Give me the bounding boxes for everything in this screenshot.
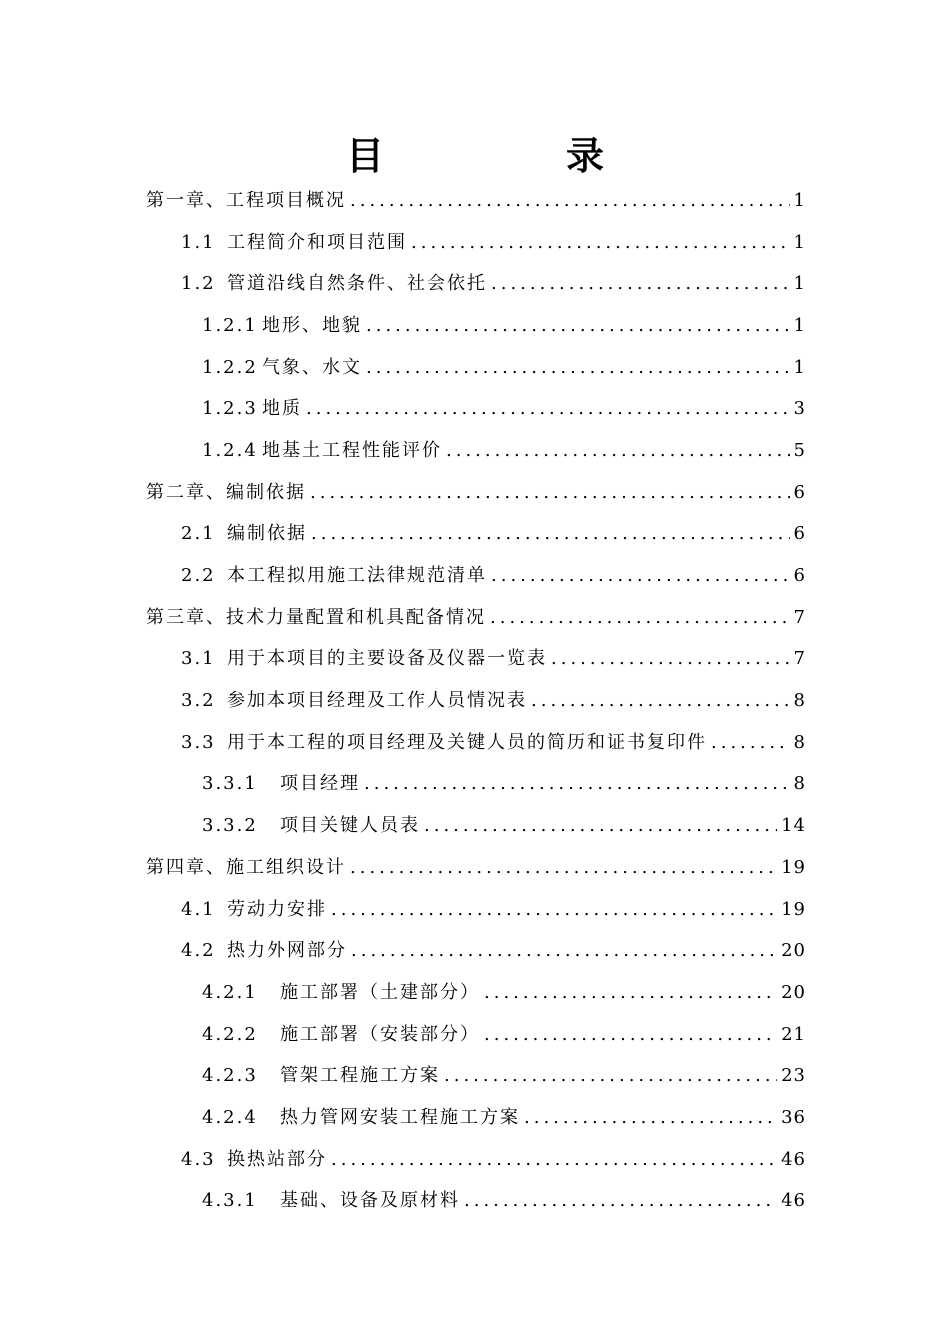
toc-entry-number: 3.2	[181, 690, 216, 712]
toc-entry[interactable]	[0, 722, 806, 764]
toc-entry-page-number: 1	[793, 314, 806, 336]
toc-entry-page-number: 20	[781, 940, 806, 962]
toc-entry-page-number: 36	[781, 1106, 806, 1128]
toc-dot-leader	[364, 772, 790, 796]
toc-entry[interactable]	[0, 1014, 806, 1056]
toc-entry-label: 热力外网部分	[227, 940, 347, 962]
toc-entry-label: 第三章、技术力量配置和机具配备情况	[146, 606, 486, 628]
toc-entry-number: 1.2.2	[202, 356, 258, 378]
toc-entry-label: 管道沿线自然条件、社会依托	[227, 273, 487, 295]
toc-entry-label: 热力管网安装工程施工方案	[280, 1106, 520, 1128]
toc-entry-label: 地基土工程性能评价	[262, 439, 442, 461]
toc-entry[interactable]	[0, 305, 806, 347]
toc-entry-page-number: 6	[793, 523, 806, 545]
toc-entry[interactable]	[0, 764, 806, 806]
toc-dot-leader	[491, 564, 790, 588]
toc-entry-number: 4.3.1	[202, 1190, 258, 1212]
toc-dot-leader	[491, 272, 790, 296]
toc-dot-leader	[711, 731, 790, 755]
toc-entry-label: 编制依据	[227, 523, 307, 545]
toc-entry[interactable]	[0, 1097, 806, 1139]
toc-entry-number: 1.2.1	[202, 314, 258, 336]
toc-entry-number: 3.1	[181, 648, 216, 670]
toc-entry-page-number: 5	[793, 439, 806, 461]
toc-dot-leader	[331, 898, 777, 922]
toc-entry-number: 3.3	[181, 731, 216, 753]
toc-entry-page-number: 23	[781, 1065, 806, 1087]
toc-list	[0, 180, 950, 1222]
toc-dot-leader	[411, 231, 790, 255]
toc-dot-leader	[366, 314, 790, 338]
toc-entry-page-number: 1	[793, 356, 806, 378]
toc-entry[interactable]	[0, 1055, 806, 1097]
toc-entry-page-number: 1	[793, 231, 806, 253]
toc-entry-label: 气象、水文	[262, 356, 362, 378]
toc-entry-page-number: 3	[793, 398, 806, 420]
toc-entry-page-number: 46	[781, 1190, 806, 1212]
toc-entry-label: 第二章、编制依据	[146, 481, 306, 503]
toc-dot-leader	[350, 856, 777, 880]
toc-dot-leader	[424, 814, 777, 838]
toc-entry-page-number: 8	[793, 773, 806, 795]
toc-entry-label: 项目经理	[280, 773, 360, 795]
toc-entry-label: 第四章、施工组织设计	[146, 856, 346, 878]
toc-entry[interactable]	[0, 639, 806, 681]
toc-dot-leader	[444, 1064, 777, 1088]
toc-entry[interactable]	[0, 597, 806, 639]
toc-entry-label: 施工部署（安装部分）	[280, 1023, 480, 1045]
toc-entry[interactable]	[0, 430, 806, 472]
toc-entry[interactable]	[0, 472, 806, 514]
toc-entry-number: 3.3.1	[202, 773, 258, 795]
toc-dot-leader	[310, 481, 790, 505]
toc-entry-page-number: 14	[781, 815, 806, 837]
toc-entry-number: 2.2	[181, 565, 216, 587]
toc-entry-page-number: 7	[793, 606, 806, 628]
toc-dot-leader	[446, 439, 790, 463]
toc-entry-page-number: 6	[793, 481, 806, 503]
toc-entry[interactable]	[0, 388, 806, 430]
toc-entry-label: 项目关键人员表	[280, 815, 420, 837]
toc-dot-leader	[490, 606, 790, 630]
toc-entry[interactable]	[0, 555, 806, 597]
toc-entry[interactable]	[0, 930, 806, 972]
toc-entry[interactable]	[0, 222, 806, 264]
toc-entry-number: 1.2.4	[202, 439, 258, 461]
toc-entry-page-number: 19	[781, 898, 806, 920]
toc-dot-leader	[484, 1023, 777, 1047]
toc-entry-page-number: 7	[793, 648, 806, 670]
toc-entry-number: 4.2.4	[202, 1106, 258, 1128]
toc-dot-leader	[331, 1148, 777, 1172]
toc-dot-leader	[484, 981, 777, 1005]
toc-entry-page-number: 46	[781, 1148, 806, 1170]
toc-dot-leader	[464, 1189, 777, 1213]
toc-entry-label: 地质	[262, 398, 302, 420]
toc-entry-label: 第一章、工程项目概况	[146, 189, 346, 211]
toc-dot-leader	[351, 939, 777, 963]
toc-dot-leader	[366, 356, 790, 380]
toc-entry-number: 4.2.3	[202, 1065, 258, 1087]
toc-entry[interactable]	[0, 972, 806, 1014]
toc-entry-label: 管架工程施工方案	[280, 1065, 440, 1087]
toc-entry[interactable]	[0, 805, 806, 847]
toc-entry[interactable]	[0, 1139, 806, 1181]
toc-dot-leader	[311, 522, 790, 546]
toc-entry-page-number: 6	[793, 565, 806, 587]
toc-entry-label: 基础、设备及原材料	[280, 1190, 460, 1212]
toc-entry[interactable]	[0, 1181, 806, 1223]
toc-entry-number: 4.2	[181, 940, 216, 962]
toc-entry-label: 地形、地貌	[262, 314, 362, 336]
toc-entry-label: 用于本工程的项目经理及关键人员的简历和证书复印件	[227, 731, 707, 753]
toc-entry-label: 劳动力安排	[227, 898, 327, 920]
toc-entry-number: 1.2	[181, 273, 216, 295]
toc-entry[interactable]	[0, 680, 806, 722]
toc-entry-label: 工程简介和项目范围	[227, 231, 407, 253]
toc-entry[interactable]	[0, 347, 806, 389]
toc-dot-leader	[524, 1106, 777, 1130]
toc-entry-number: 1.1	[181, 231, 216, 253]
toc-entry-label: 换热站部分	[227, 1148, 327, 1170]
toc-dot-leader	[306, 397, 790, 421]
toc-entry-label: 施工部署（土建部分）	[280, 981, 480, 1003]
toc-entry-label: 本工程拟用施工法律规范清单	[227, 565, 487, 587]
toc-entry-label: 参加本项目经理及工作人员情况表	[227, 690, 527, 712]
toc-entry-page-number: 8	[793, 690, 806, 712]
toc-title: 目 录	[345, 133, 676, 178]
toc-entry-number: 4.1	[181, 898, 216, 920]
toc-entry-page-number: 1	[793, 273, 806, 295]
toc-entry-page-number: 19	[781, 856, 806, 878]
toc-entry[interactable]	[0, 263, 806, 305]
toc-entry-number: 2.1	[181, 523, 216, 545]
toc-entry-page-number: 1	[793, 189, 806, 211]
toc-entry-number: 4.2.2	[202, 1023, 258, 1045]
toc-entry[interactable]	[0, 180, 806, 222]
toc-entry-page-number: 20	[781, 981, 806, 1003]
toc-entry-number: 1.2.3	[202, 398, 258, 420]
toc-entry-number: 3.3.2	[202, 815, 258, 837]
toc-entry[interactable]	[0, 514, 806, 556]
toc-dot-leader	[531, 689, 790, 713]
toc-entry[interactable]	[0, 889, 806, 931]
toc-dot-leader	[551, 647, 790, 671]
toc-entry-page-number: 8	[793, 731, 806, 753]
toc-entry-number: 4.2.1	[202, 981, 258, 1003]
toc-entry[interactable]	[0, 847, 806, 889]
toc-entry-number: 4.3	[181, 1148, 216, 1170]
toc-entry-label: 用于本项目的主要设备及仪器一览表	[227, 648, 547, 670]
toc-entry-page-number: 21	[781, 1023, 806, 1045]
toc-dot-leader	[350, 189, 790, 213]
